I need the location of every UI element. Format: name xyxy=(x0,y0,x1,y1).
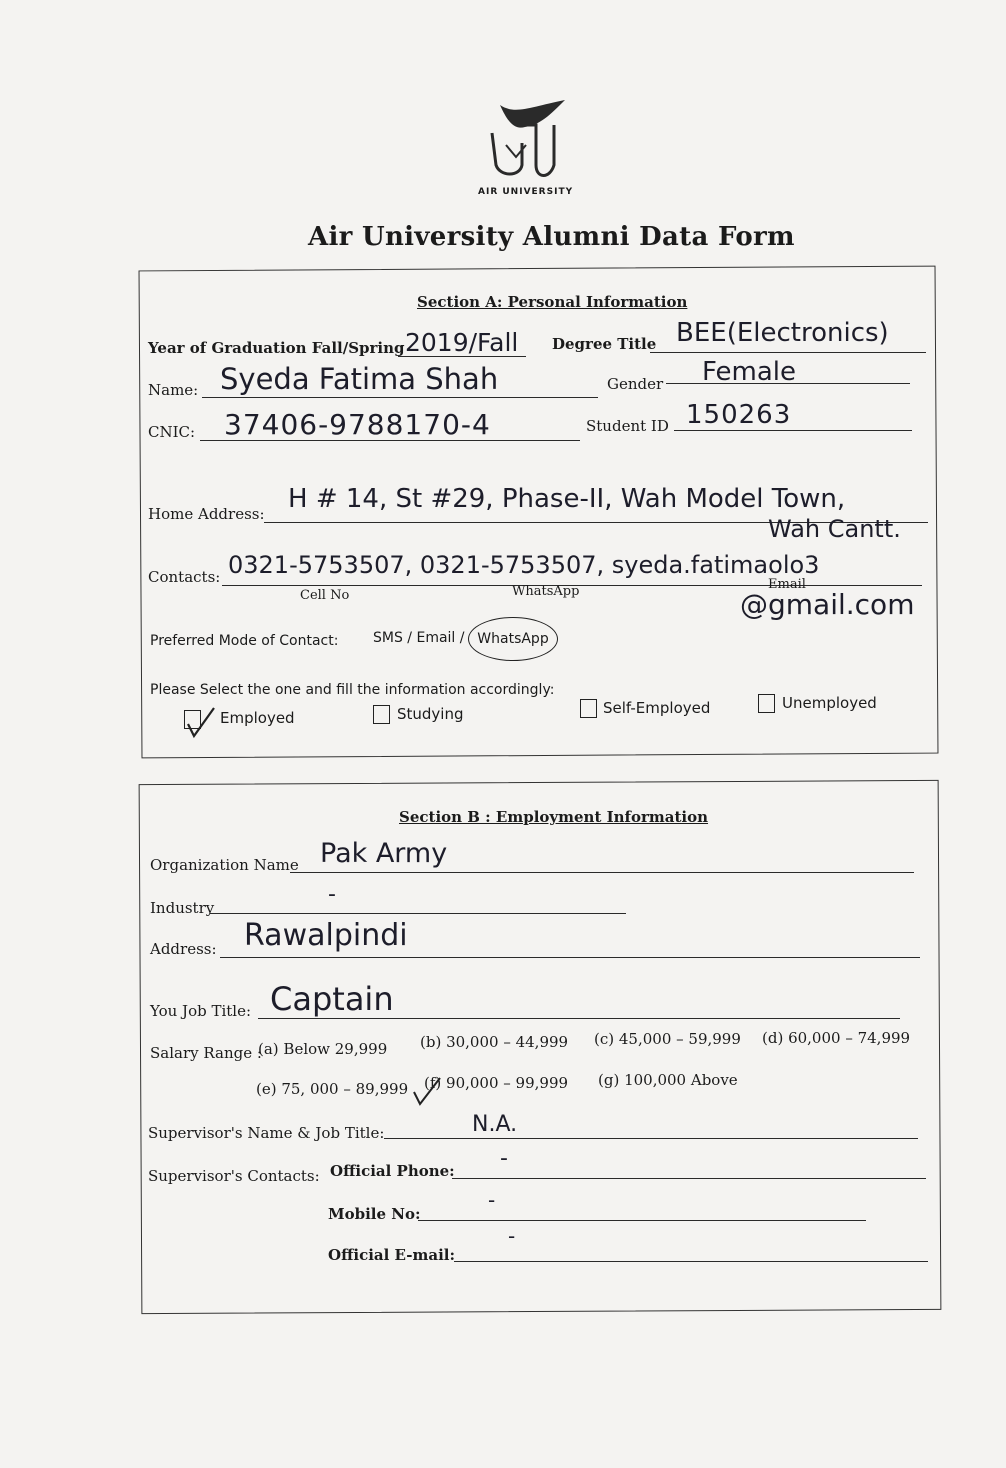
official-email-field[interactable]: - xyxy=(508,1224,516,1248)
checkmark-icon xyxy=(178,700,218,740)
salary-tick-icon xyxy=(410,1072,444,1106)
address-label: Address: xyxy=(150,940,217,958)
student-id-label: Student ID xyxy=(586,417,669,435)
cell-no-caption: Cell No xyxy=(300,588,350,603)
organization-label: Organization Name xyxy=(150,856,299,874)
salary-option-e[interactable]: (e) 75, 000 – 89,999 xyxy=(256,1080,409,1098)
salary-option-a[interactable]: (a) Below 29,999 xyxy=(258,1040,388,1058)
mobile-no-label: Mobile No: xyxy=(328,1205,421,1223)
unemployed-option-label: Unemployed xyxy=(782,694,877,712)
whatsapp-option-label: WhatsApp xyxy=(477,631,549,647)
status-select-label: Please Select the one and fill the information accordingly: xyxy=(150,682,555,698)
home-address-line1[interactable]: H # 14, St #29, Phase-II, Wah Model Town, xyxy=(288,484,846,514)
job-title-field[interactable]: Captain xyxy=(270,980,394,1018)
address-field[interactable]: Rawalpindi xyxy=(244,918,408,953)
preferred-contact-selected[interactable] xyxy=(468,617,558,661)
degree-field[interactable]: BEE(Electronics) xyxy=(676,318,889,348)
self-employed-checkbox[interactable] xyxy=(580,699,597,718)
salary-option-c[interactable]: (c) 45,000 – 59,999 xyxy=(594,1030,741,1048)
home-address-line2[interactable]: Wah Cantt. xyxy=(768,515,901,543)
industry-field[interactable]: - xyxy=(328,882,336,907)
salary-option-g[interactable]: (g) 100,000 Above xyxy=(598,1071,738,1089)
section-b-title: Section B : Employment Information xyxy=(399,808,709,826)
supervisor-name-field[interactable]: N.A. xyxy=(472,1112,518,1137)
self-employed-option-label: Self-Employed xyxy=(603,699,711,717)
name-label: Name: xyxy=(148,381,199,399)
preferred-contact-label: Preferred Mode of Contact: xyxy=(150,633,339,649)
employed-option-label: Employed xyxy=(220,709,295,727)
contacts-label: Contacts: xyxy=(148,568,221,586)
mobile-no-field[interactable]: - xyxy=(488,1188,496,1212)
gender-field[interactable]: Female xyxy=(702,357,797,387)
degree-label: Degree Title xyxy=(552,335,657,353)
studying-checkbox[interactable] xyxy=(373,705,390,724)
organization-field[interactable]: Pak Army xyxy=(320,838,448,869)
supervisor-contacts-label: Supervisor's Contacts: xyxy=(148,1167,320,1185)
unemployed-checkbox[interactable] xyxy=(758,694,775,713)
cnic-field[interactable]: 37406-9788170-4 xyxy=(224,408,491,441)
official-phone-field[interactable]: - xyxy=(500,1146,508,1171)
official-phone-label: Official Phone: xyxy=(330,1162,455,1180)
year-label: Year of Graduation Fall/Spring xyxy=(148,339,405,357)
contacts-field[interactable]: 0321-5753507, 0321-5753507, syeda.fatimaolo3 xyxy=(228,551,820,579)
eagle-emblem-icon xyxy=(470,95,570,200)
salary-option-b[interactable]: (b) 30,000 – 44,999 xyxy=(420,1033,569,1051)
job-title-label: You Job Title: xyxy=(150,1002,252,1020)
industry-label: Industry xyxy=(150,899,215,917)
supervisor-name-label: Supervisor's Name & Job Title: xyxy=(148,1124,385,1142)
page-title: Air University Alumni Data Form xyxy=(308,222,795,252)
home-address-label: Home Address: xyxy=(148,505,265,523)
name-field[interactable]: Syeda Fatima Shah xyxy=(220,362,499,396)
preferred-contact-options: SMS / Email / xyxy=(373,630,465,646)
student-id-field[interactable]: 150263 xyxy=(686,400,792,430)
official-email-label: Official E-mail: xyxy=(328,1246,456,1264)
logo-text: AIR UNIVERSITY xyxy=(478,187,574,197)
email-caption: Email xyxy=(768,577,806,592)
email-continuation[interactable]: @gmail.com xyxy=(740,588,915,621)
cnic-label: CNIC: xyxy=(148,423,196,441)
section-a-title: Section A: Personal Information xyxy=(417,293,688,311)
studying-option-label: Studying xyxy=(397,705,464,723)
salary-option-f[interactable]: (f) 90,000 – 99,999 xyxy=(424,1074,569,1092)
university-logo xyxy=(470,95,570,200)
gender-label: Gender xyxy=(607,375,664,393)
salary-option-d[interactable]: (d) 60,000 – 74,999 xyxy=(762,1029,911,1047)
year-field[interactable]: 2019/Fall xyxy=(405,328,519,357)
salary-range-label: Salary Range : xyxy=(150,1044,262,1062)
whatsapp-caption: WhatsApp xyxy=(512,584,580,599)
